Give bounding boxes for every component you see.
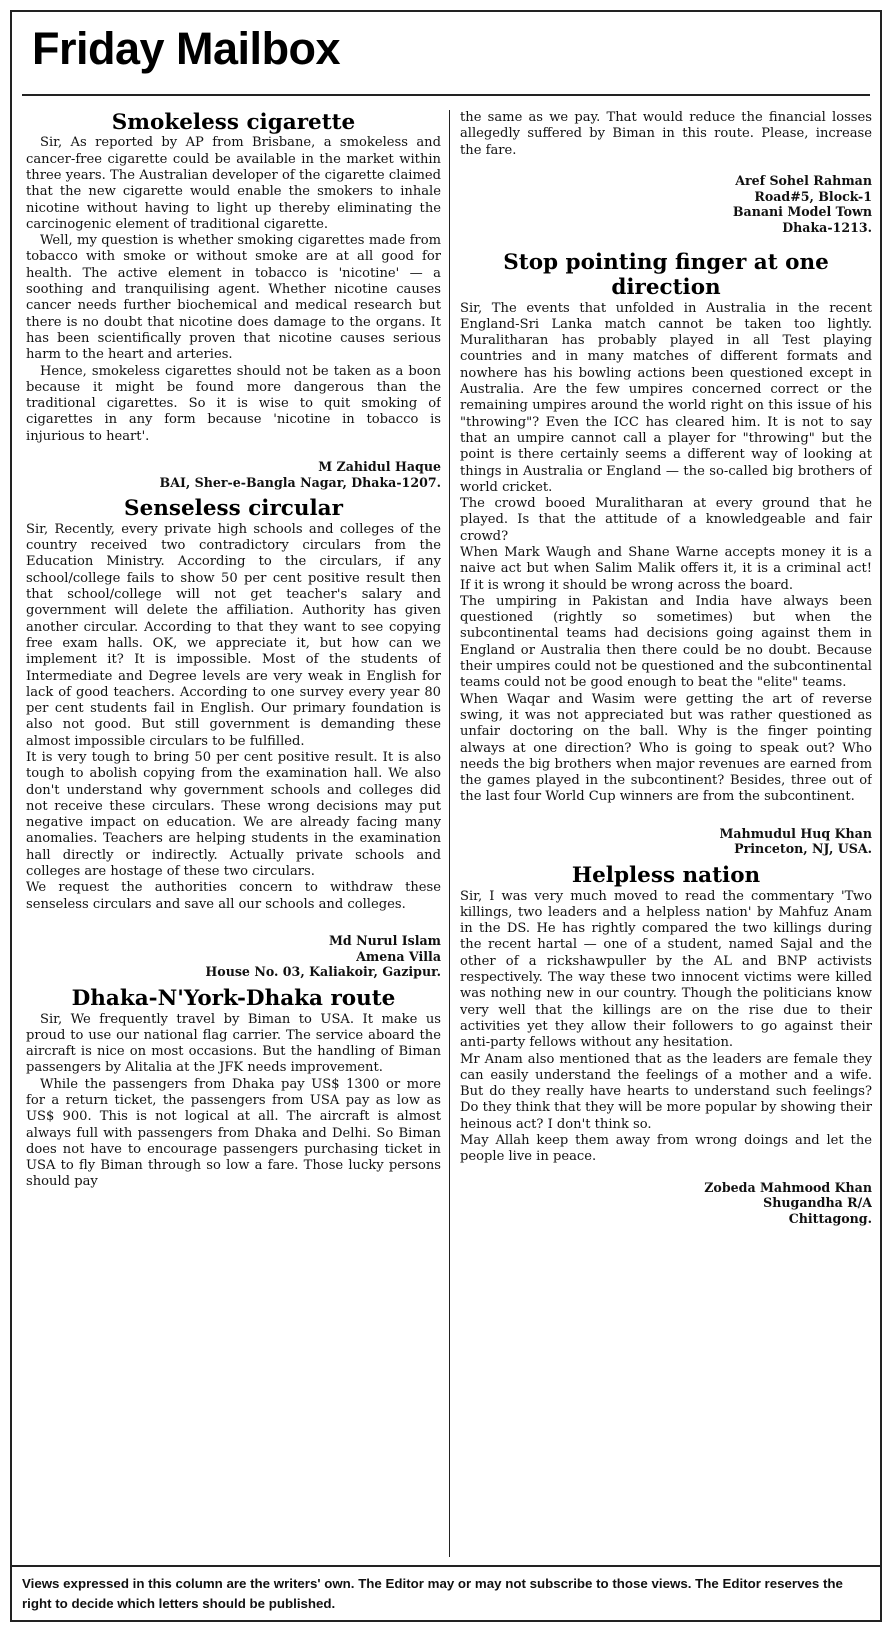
signature-block bbox=[26, 459, 441, 490]
letter-paragraph: Sir, The events that unfolded in Australia in the recent England-Sri Lanka match cannot be taken too lightly. Muralitharan has probably played in all Test playing countries and in many matches of different formats and nowhere has his bowling actions been questioned except in Australia. Are the few umpires concerned correct or the remaining umpires around the world right on this issue of his "throwing"? Even the ICC has cleared him. It is not to say that an umpire cannot call a player for "throwing" but the point is there certainly seems a different way of looking at things in Australia or England — the so-called big brothers of world cricket. bbox=[460, 300, 872, 495]
editorial-disclaimer: Views expressed in this column are the writers' own. The Editor may or may not subscribe to those views. The Editor reserves the right to decide which letters should be published. bbox=[22, 1576, 843, 1611]
letter-paragraph: When Mark Waugh and Shane Warne accepts money it is a naive act but when Salim Malik offers it, it is a criminal act! If it is wrong it should be wrong across the board. bbox=[460, 545, 872, 593]
signature-block bbox=[26, 933, 441, 980]
signature-address: BAI, Sher-e-Bangla Nagar, Dhaka-1207. bbox=[159, 474, 441, 490]
letter-paragraph: the same as we pay. That would reduce the financial losses allegedly suffered by Biman in this route. Please, increase the fare. bbox=[460, 110, 872, 158]
letter-paragraph: The umpiring in Pakistan and India have always been questioned (rightly so sometimes) but when the subcontinental teams had decisions going against them in England or Australia then there could be no doubt. Because their umpires could not be questioned and the subcontinental teams could not be good enough to beat the "elite" teams. bbox=[460, 593, 872, 691]
letter-paragraph: May Allah keep them away from wrong doings and let the people live in peace. bbox=[460, 1133, 872, 1165]
signature-name: M Zahidul Haque bbox=[318, 459, 441, 474]
right-column bbox=[460, 110, 872, 1540]
signature-address: Princeton, NJ, USA. bbox=[734, 841, 872, 857]
mailbox-page bbox=[10, 10, 882, 1622]
letter-paragraph: Sir, We frequently travel by Biman to USA. It make us proud to use our national flag carrier. The service aboard the aircraft is nice on most occasions. But the handling of Biman passengers by Alitalia at the JFK needs improvement. bbox=[26, 1011, 441, 1076]
signature-address: Amena Villa bbox=[356, 948, 441, 964]
letter-paragraph: While the passengers from Dhaka pay US$ 1300 or more for a return ticket, the passengers from USA pay as low as US$ 900. This is not logical at all. The aircraft is almost always full with passengers from Dhaka and Delhi. So Biman does not have to encourage passengers purchasing ticket in USA to fly Biman through so low a fare. Those lucky persons should pay bbox=[26, 1076, 441, 1190]
signature-name: Zobeda Mahmood Khan bbox=[704, 1179, 872, 1195]
headline: Dhaka-N'York-Dhaka route bbox=[71, 986, 396, 1012]
letter-dhaka-nyork-route bbox=[26, 986, 441, 1191]
letter-dhaka-nyork-continued bbox=[460, 110, 872, 236]
letter-stop-pointing-finger bbox=[460, 250, 872, 857]
letter-paragraph: Sir, As reported by AP from Brisbane, a smokeless and cancer-free cigarette could be available in the market within three years. The Australian developer of the cigarette claimed that the new cigarette would enable the smokers to inhale nicotine without having to light up thereby eliminating the carcinogenic element of traditional cigarette. bbox=[26, 135, 441, 232]
signature-name: Aref Sohel Rahman bbox=[735, 172, 872, 188]
signature-address: Banani Model Town bbox=[732, 204, 872, 220]
signature-block bbox=[460, 173, 872, 236]
headline: Stop pointing finger at one direction bbox=[503, 249, 829, 301]
letter-senseless-circular bbox=[26, 496, 441, 980]
letter-paragraph: When Waqar and Wasim were getting the art of reverse swing, it was not appreciated but was rather questioned as unfair doctoring on the ball. Why is the finger pointing always at one direction? Who is going to speak out? Who needs the big brothers when major revenues are earned from the games played in the subcontinent? Besides, three out of the last four World Cup winners are from the subcontinent. bbox=[460, 691, 872, 805]
letter-paragraph: The crowd booed Muralitharan at every ground that he played. Is that the attitude of a knowledgeable and fair crowd? bbox=[460, 496, 872, 544]
letter-paragraph: Hence, smokeless cigarettes should not be taken as a boon because it might be found more dangerous than the traditional cigarettes. So it is wise to quit smoking of cigarettes in any form because 'nicotine in tobacco is injurious to heart'. bbox=[26, 363, 441, 444]
signature-address: Dhaka-1213. bbox=[782, 220, 872, 236]
left-column bbox=[26, 110, 441, 1540]
letter-smokeless-cigarette bbox=[26, 110, 441, 490]
letter-paragraph: Mr Anam also mentioned that as the leaders are female they can easily understand the feelings of a mother and a wife. But do they really have hearts to understand such feelings? Do they think that they will be more popular by showing their heinous act? I don't think so. bbox=[460, 1051, 872, 1132]
column-divider bbox=[449, 110, 450, 1557]
letter-paragraph: Sir, I was very much moved to read the commentary 'Two killings, two leaders and a helpless nation' by Mahfuz Anam in the DS. He has rightly compared the two killings during the recent hartal — one of a student, named Sajal and the other of a rickshawpuller by the AL and BNP activists respectively. The way these two innocent victims were killed was nothing new in our country. Though the politicians know very well that the killings are on the rise due to their activities yet they allow their followers to go against their anti-party fellows without any hesitation. bbox=[460, 888, 872, 1051]
letter-helpless-nation bbox=[460, 863, 872, 1227]
letter-paragraph: We request the authorities concern to withdraw these senseless circulars and save all our schools and colleges. bbox=[26, 880, 441, 912]
signature-address: Chittagong. bbox=[788, 1211, 872, 1227]
letter-paragraph: It is very tough to bring 50 per cent positive result. It is also tough to abolish copying from the examination hall. We also don't understand why government schools and colleges did not receive these circulars. These wrong decisions may put negative impact on education. We are already facing many anomalies. Teachers are helping students in the examination hall directly or indirectly. Actually private schools and colleges are hostage of these two circulars. bbox=[26, 749, 441, 880]
headline: Senseless circular bbox=[124, 496, 343, 522]
signature-address: Road#5, Block-1 bbox=[754, 188, 872, 204]
signature-block bbox=[460, 1180, 872, 1227]
signature-name: Mahmudul Huq Khan bbox=[719, 825, 872, 841]
signature-address: House No. 03, Kaliakoir, Gazipur. bbox=[205, 964, 441, 980]
bottom-rule bbox=[12, 1565, 880, 1567]
headline: Smokeless cigarette bbox=[111, 110, 356, 135]
letter-paragraph: Well, my question is whether smoking cigarettes made from tobacco with smoke or without smoke are at all good for health. The active element in tobacco is 'nicotine' — a soothing and tranquilising agent. Whether nicotine causes cancer needs further biochemical and medical research but there is no doubt that nicotine does damage to the organs. It has been scientifically proven that nicotine causes serious harm to the heart and arteries. bbox=[26, 233, 441, 363]
letter-paragraph: Sir, Recently, every private high schools and colleges of the country received two contradictory circulars from the Education Ministry. According to the circulars, if any school/college fails to show 50 per cent positive result then that school/college will not get teacher's salary and government will delete the affiliation. Authority has given another circular. According to that they want to see copying free exam halls. OK, we appreciate it, but how can we implement it? It is impossible. Most of the students of Intermediate and Degree levels are very weak in English for lack of good teachers. According to one survey every year 80 per cent students fail in English. Our primary foundation is also not good. But still government is demanding these almost impossible circulars to be fulfilled. bbox=[26, 521, 441, 749]
top-rule bbox=[22, 94, 870, 96]
signature-block bbox=[460, 826, 872, 857]
signature-address: Shugandha R/A bbox=[763, 1195, 872, 1211]
masthead-title: Friday Mailbox bbox=[32, 23, 341, 74]
headline: Helpless nation bbox=[571, 863, 761, 889]
signature-name: Md Nurul Islam bbox=[328, 932, 441, 948]
